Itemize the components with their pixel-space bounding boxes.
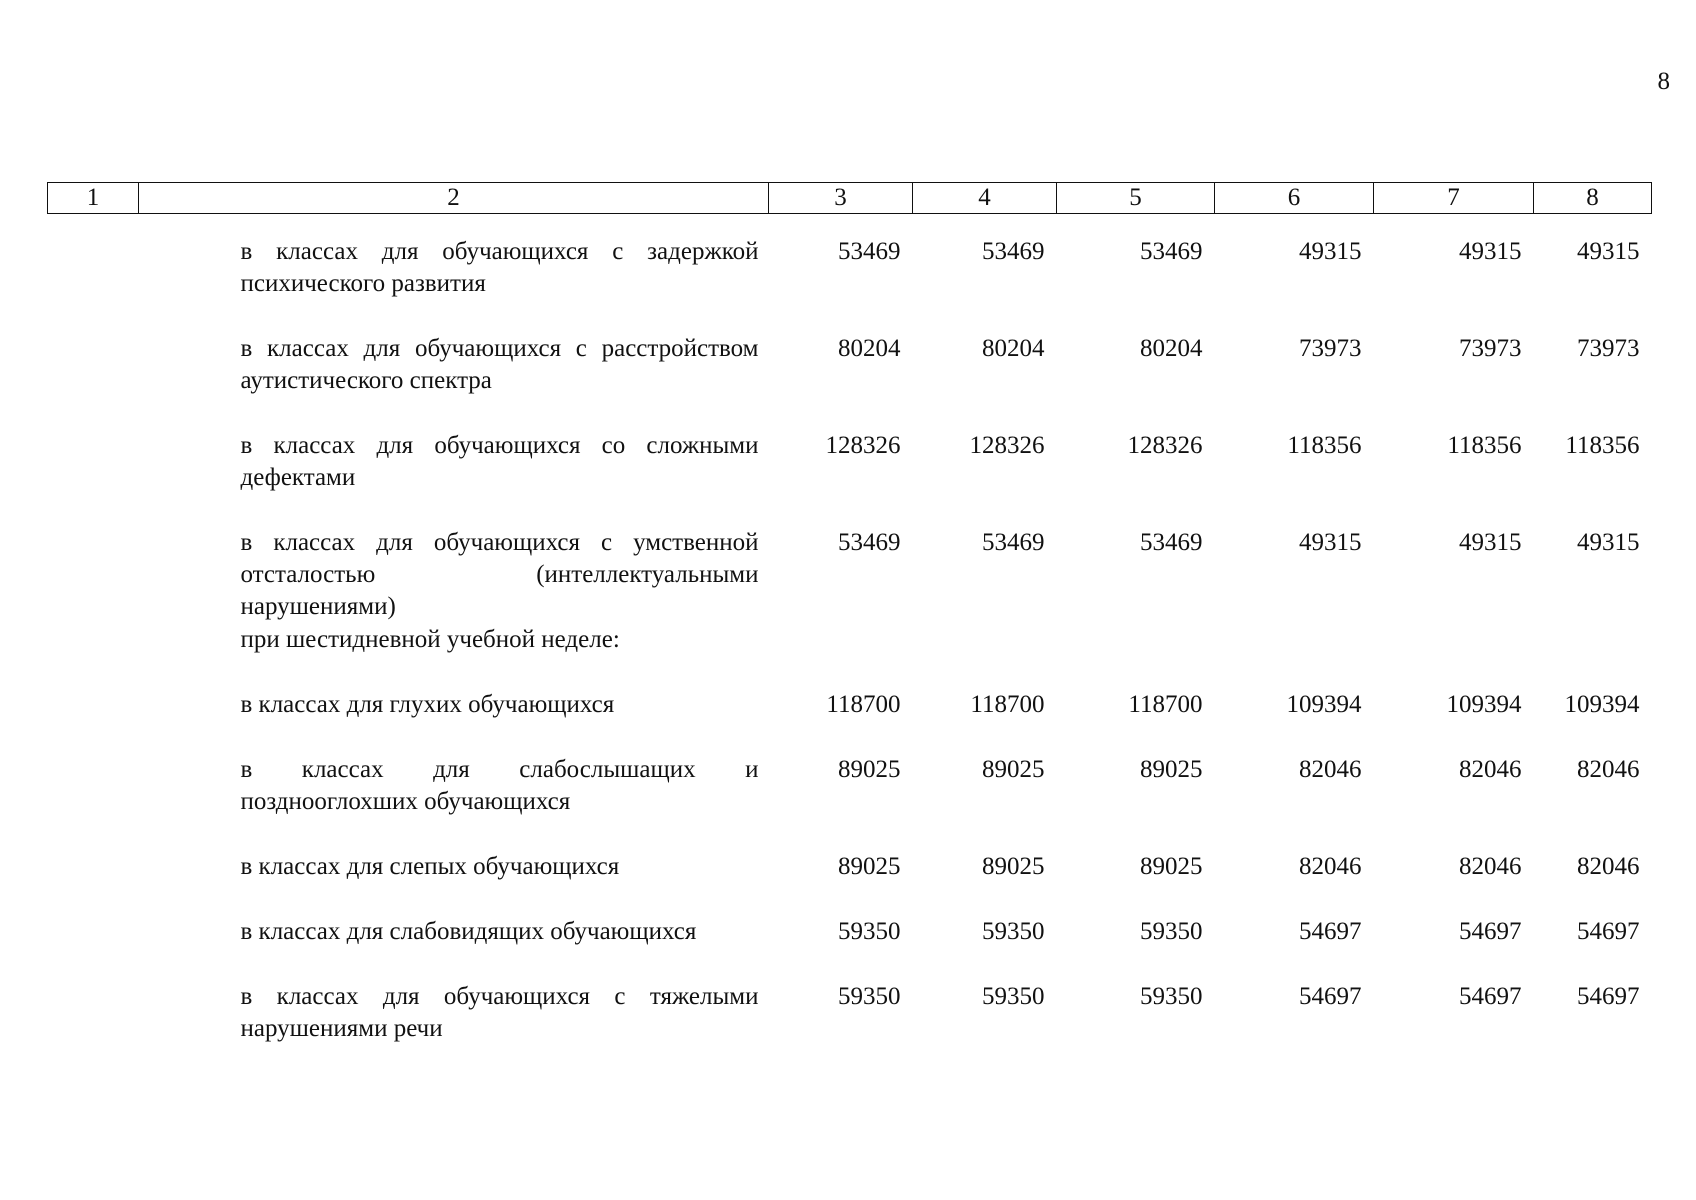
value-cell: 118356 xyxy=(1287,432,1362,459)
value-cell xyxy=(1215,624,1374,689)
value-cell: 49315 xyxy=(1577,529,1640,556)
value-cell: 59350 xyxy=(982,983,1045,1010)
header-cell-1: 1 xyxy=(48,183,139,214)
value-cell: 59350 xyxy=(838,918,901,945)
value-cell: 49315 xyxy=(1299,529,1362,556)
value-cell: 82046 xyxy=(1299,853,1362,880)
table-row xyxy=(48,689,1652,754)
value-cell: 53469 xyxy=(838,238,901,265)
value-cell: 59350 xyxy=(982,918,1045,945)
value-cell: 89025 xyxy=(982,756,1045,783)
value-cell: 54697 xyxy=(1299,918,1362,945)
section-row xyxy=(48,624,1652,689)
value-cell: 118356 xyxy=(1565,432,1640,459)
table-row xyxy=(48,527,1652,624)
table-row xyxy=(48,430,1652,527)
value-cell: 73973 xyxy=(1459,335,1522,362)
header-cell-2: 2 xyxy=(139,183,769,214)
value-cell: 59350 xyxy=(1140,918,1203,945)
value-cell: 128326 xyxy=(825,432,901,459)
value-cell: 118356 xyxy=(1447,432,1522,459)
header-cell-4: 4 xyxy=(913,183,1057,214)
value-cell: 73973 xyxy=(1577,335,1640,362)
row-label: в классах для слабослышащих и позднооглохших обучающихся xyxy=(240,756,759,815)
normative-cost-table xyxy=(47,182,1652,1078)
value-cell xyxy=(913,624,1057,689)
table-row xyxy=(48,214,1652,334)
value-cell: 53469 xyxy=(982,529,1045,556)
value-cell: 82046 xyxy=(1459,853,1522,880)
value-cell: 89025 xyxy=(1140,853,1203,880)
value-cell xyxy=(769,624,913,689)
section-label: при шестидневной учебной неделе: xyxy=(240,626,620,653)
value-cell: 128326 xyxy=(1127,432,1203,459)
value-cell: 80204 xyxy=(838,335,901,362)
value-cell: 54697 xyxy=(1299,983,1362,1010)
value-cell: 89025 xyxy=(838,853,901,880)
value-cell: 118700 xyxy=(826,691,901,718)
value-cell: 53469 xyxy=(838,529,901,556)
value-cell: 59350 xyxy=(1140,983,1203,1010)
value-cell: 128326 xyxy=(969,432,1045,459)
header-cell-6: 6 xyxy=(1215,183,1374,214)
row-label: в классах для обучающихся с задержкой психического развития xyxy=(240,238,759,297)
row-label: в классах для глухих обучающихся xyxy=(240,691,615,718)
row-label: в классах для обучающихся с расстройством аутистического спектра xyxy=(240,335,759,394)
value-cell: 53469 xyxy=(1140,529,1203,556)
value-cell: 80204 xyxy=(982,335,1045,362)
value-cell: 82046 xyxy=(1299,756,1362,783)
header-cell-5: 5 xyxy=(1057,183,1215,214)
table-row xyxy=(48,333,1652,430)
value-cell: 80204 xyxy=(1140,335,1203,362)
table-row xyxy=(48,981,1652,1078)
value-cell: 109394 xyxy=(1446,691,1522,718)
value-cell: 54697 xyxy=(1577,983,1640,1010)
header-row xyxy=(48,183,1652,214)
value-cell: 53469 xyxy=(982,238,1045,265)
value-cell: 109394 xyxy=(1286,691,1362,718)
value-cell: 49315 xyxy=(1459,529,1522,556)
header-cell-7: 7 xyxy=(1374,183,1534,214)
value-cell: 89025 xyxy=(982,853,1045,880)
value-cell xyxy=(1374,624,1534,689)
row-label: в классах для обучающихся со сложными дефектами xyxy=(240,432,759,491)
value-cell xyxy=(1534,624,1652,689)
value-cell: 54697 xyxy=(1459,983,1522,1010)
table-row xyxy=(48,916,1652,981)
value-cell: 73973 xyxy=(1299,335,1362,362)
value-cell xyxy=(1057,624,1215,689)
value-cell: 89025 xyxy=(1140,756,1203,783)
table-row xyxy=(48,851,1652,916)
header-cell-3: 3 xyxy=(769,183,913,214)
row-label: в классах для слепых обучающихся xyxy=(240,853,620,880)
row-label: в классах для слабовидящих обучающихся xyxy=(240,918,697,945)
column-number-header xyxy=(48,183,1652,214)
value-cell: 118700 xyxy=(1128,691,1203,718)
row-label: в классах для обучающихся с тяжелыми нарушениями речи xyxy=(240,983,759,1042)
header-cell-8: 8 xyxy=(1534,183,1652,214)
value-cell: 82046 xyxy=(1577,853,1640,880)
value-cell: 53469 xyxy=(1140,238,1203,265)
page-number: 8 xyxy=(1657,68,1670,95)
row-label: в классах для обучающихся с умственной отсталостью (интеллектуальными нарушениями) xyxy=(240,529,759,620)
value-cell: 89025 xyxy=(838,756,901,783)
value-cell: 49315 xyxy=(1299,238,1362,265)
value-cell: 82046 xyxy=(1577,756,1640,783)
value-cell: 82046 xyxy=(1459,756,1522,783)
value-cell: 54697 xyxy=(1577,918,1640,945)
value-cell: 54697 xyxy=(1459,918,1522,945)
value-cell: 49315 xyxy=(1577,238,1640,265)
value-cell: 49315 xyxy=(1459,238,1522,265)
table-row xyxy=(48,754,1652,851)
value-cell: 59350 xyxy=(838,983,901,1010)
value-cell: 118700 xyxy=(970,691,1045,718)
value-cell: 109394 xyxy=(1564,691,1640,718)
